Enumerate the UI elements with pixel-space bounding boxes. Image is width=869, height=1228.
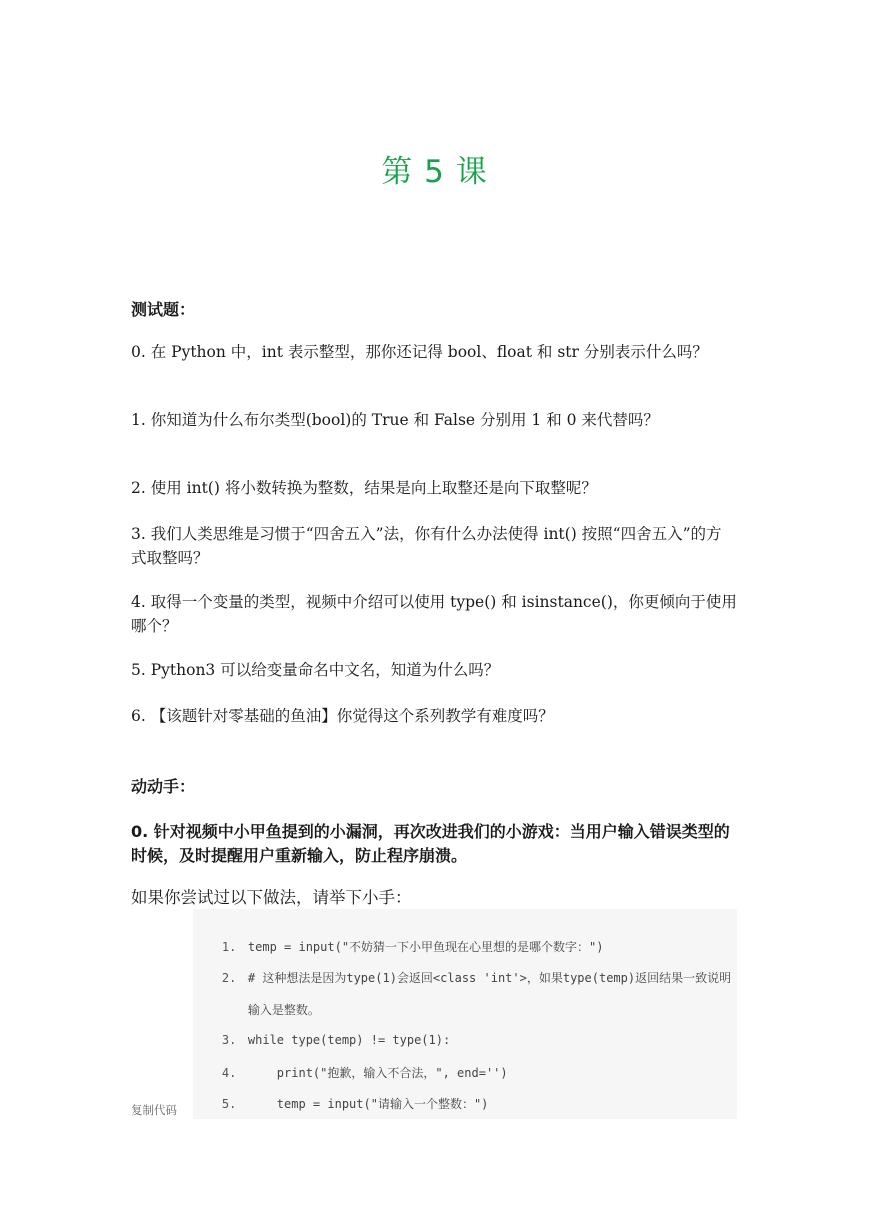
code-text: # 这种想法是因为type(1)会返回<class 'int'>，如果type(temp)返回结果一致说明 [247, 971, 732, 985]
code-text: temp = input("不妨猜一下小甲鱼现在心里想的是哪个数字：") [247, 940, 604, 954]
line-number: 5. [221, 1097, 237, 1111]
quiz-question-0: 0. 在 Python 中，int 表示整型，那你还记得 bool、float 和 str 分别表示什么吗？ [131, 343, 708, 361]
code-text: print("抱歉，输入不合法，", end='') [247, 1066, 508, 1080]
page-title: 第 5 课 [381, 154, 488, 190]
code-line [193, 1081, 737, 1126]
practice-task: 0. 针对视频中小甲鱼提到的小漏洞，再次改进我们的小游戏：当用户输入错误类型的时候，及时提醒用户重新输入，防止程序崩溃。 [131, 822, 730, 865]
code-text: temp = input("请输入一个整数：") [247, 1097, 489, 1111]
quiz-question-6: 6. 【该题针对零基础的鱼油】你觉得这个系列教学有难度吗？ [131, 707, 554, 725]
line-number: 3. [221, 1033, 237, 1047]
quiz-question-4: 4. 取得一个变量的类型，视频中介绍可以使用 type() 和 isinstance()，你更倾向于使用哪个？ [131, 593, 737, 635]
line-number: 4. [221, 1066, 237, 1080]
quiz-question-2: 2. 使用 int() 将小数转换为整数，结果是向上取整还是向下取整呢？ [131, 479, 597, 497]
quiz-heading: 测试题： [131, 300, 196, 319]
line-number: 2. [221, 971, 237, 985]
quiz-question-1: 1. 你知道为什么布尔类型(bool)的 True 和 False 分别用 1 和 0 来代替吗？ [131, 411, 659, 429]
code-block [193, 909, 737, 1119]
practice-intro: 如果你尝试过以下做法，请举下小手： [131, 888, 412, 907]
quiz-question-3: 3. 我们人类思维是习惯于“四舍五入”法，你有什么办法使得 int() 按照“四舍五入”的方式取整吗？ [131, 525, 722, 567]
practice-heading: 动动手： [131, 777, 196, 796]
code-text: while type(temp) != type(1): [247, 1033, 451, 1047]
quiz-question-5: 5. Python3 可以给变量命名中文名，知道为什么吗？ [131, 661, 500, 679]
copy-code-link[interactable]: 复制代码 [131, 1103, 177, 1117]
line-number: 1. [221, 940, 237, 954]
code-text: 输入是整数。 [247, 1003, 320, 1017]
